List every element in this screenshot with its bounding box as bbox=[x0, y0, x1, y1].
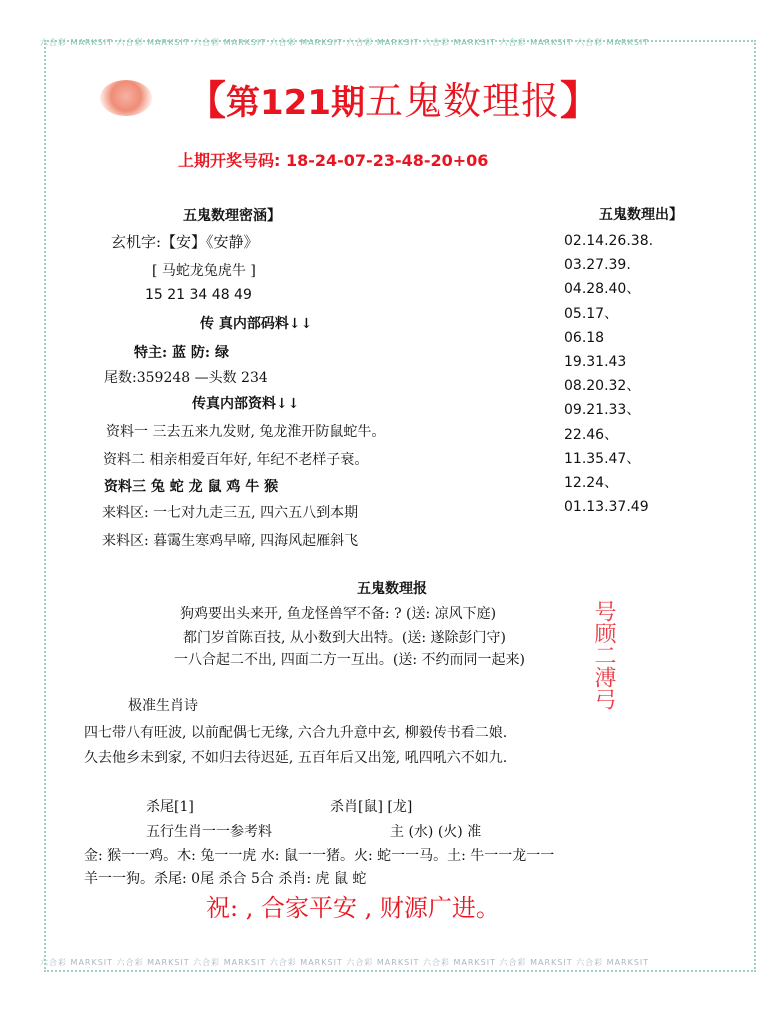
number-list-item: 09.21.33、 bbox=[564, 402, 641, 419]
red-stamp-signature: 号顾二溥弓 bbox=[591, 600, 616, 710]
number-list-item: 05.17、 bbox=[564, 305, 619, 322]
report-line-2: 都门岁首陈百技, 从小数到大出特。(送: 遂除彭门守) bbox=[183, 630, 506, 646]
main-element: 主 (水) (火) 准 bbox=[390, 824, 482, 840]
number-list-item: 08.20.32、 bbox=[564, 378, 641, 395]
fax-code-heading: 传 真内部码料↓↓ bbox=[200, 316, 313, 332]
data-one: 资料一 三去五来九发财, 兔龙淮开防鼠蛇牛。 bbox=[106, 424, 386, 440]
xuanji-words: 玄机字:【安】《安静》 bbox=[111, 233, 259, 251]
title-bracket-right: 】 bbox=[560, 78, 600, 124]
lucky-numbers: 15 21 34 48 49 bbox=[145, 287, 252, 303]
issue-number: 第121期 bbox=[226, 83, 365, 123]
border-watermark-top: 六合彩 MARKSIT 六合彩 MARKSIT 六合彩 MARKSIT 六合彩 MARKSIT 六合彩 MARKSIT 六合彩 MARKSIT 六合彩 MARKSIT 六合彩 MARKSIT bbox=[40, 38, 650, 47]
mascot-face-image bbox=[100, 80, 152, 116]
zodiac-animals: [ 马蛇龙兔虎牛 ] bbox=[152, 263, 256, 279]
data-two: 资料二 相亲相爱百年好, 年纪不老样子衰。 bbox=[103, 452, 369, 468]
special-color: 特主: 蓝 防: 绿 bbox=[134, 345, 229, 361]
left-section-title: 五鬼数理密涵】 bbox=[183, 208, 281, 224]
number-list bbox=[564, 229, 653, 519]
tail-head-numbers: 尾数:359248 —头数 234 bbox=[104, 370, 268, 386]
paper-name: 五鬼数理报 bbox=[364, 79, 560, 123]
border-watermark-bottom: 六合彩 MARKSIT 六合彩 MARKSIT 六合彩 MARKSIT 六合彩 MARKSIT 六合彩 MARKSIT 六合彩 MARKSIT 六合彩 MARKSIT 六合彩 MARKSIT bbox=[40, 958, 650, 967]
wuxing-line-2: 羊一一狗。杀尾: 0尾 杀合 5合 杀肖: 虎 鼠 蛇 bbox=[84, 871, 367, 887]
title-bracket-left: 【 bbox=[186, 78, 226, 124]
right-section-title: 五鬼数理出】 bbox=[599, 207, 683, 223]
report-title: 五鬼数理报 bbox=[357, 581, 427, 597]
number-list-item: 01.13.37.49 bbox=[564, 499, 649, 516]
number-list-item: 06.18 bbox=[564, 329, 605, 346]
number-list-item: 02.14.26.38. bbox=[564, 233, 654, 249]
number-list-item: 04.28.40、 bbox=[564, 281, 641, 298]
number-list-item: 03.27.39. bbox=[564, 257, 631, 274]
report-line-1: 狗鸡要出头来开, 鱼龙怪兽罕不备: ? (送: 凉风下庭) bbox=[180, 606, 497, 622]
poem-line-1: 四七带八有旺波, 以前配偶七无缘, 六合九升意中玄, 柳毅传书看二娘. bbox=[84, 725, 508, 741]
incoming-two: 来料区: 暮霭生寒鸡早啼, 四海风起雁斜飞 bbox=[102, 533, 359, 549]
report-line-3: 一八合起二不出, 四面二方一互出。(送: 不约而同一起来) bbox=[174, 652, 525, 668]
kill-zodiac: 杀肖[鼠] [龙] bbox=[330, 799, 413, 815]
wuxing-line-1: 金: 猴一一鸡。木: 兔一一虎 水: 鼠一一猪。火: 蛇一一马。土: 牛一一龙一一 bbox=[84, 848, 555, 864]
kill-tail: 杀尾[1] bbox=[146, 799, 194, 815]
poem-line-2: 久去他乡未到家, 不如归去待迟延, 五百年后又出笼, 吼四吼六不如九. bbox=[84, 750, 508, 766]
page-title bbox=[186, 76, 600, 126]
number-list-item: 12.24、 bbox=[564, 475, 619, 492]
number-list-item: 11.35.47、 bbox=[564, 450, 641, 467]
number-list-item: 22.46、 bbox=[564, 426, 619, 443]
wuxing-reference: 五行生肖一一参考料 bbox=[146, 824, 272, 840]
number-list-item: 19.31.43 bbox=[564, 354, 627, 371]
incoming-one: 来料区: 一七对九走三五, 四六五八到本期 bbox=[102, 505, 359, 521]
poem-title: 极准生肖诗 bbox=[128, 698, 198, 714]
fax-data-heading: 传真内部资料↓↓ bbox=[192, 396, 300, 412]
last-draw-numbers: 上期开奖号码: 18-24-07-23-48-20+06 bbox=[178, 151, 489, 170]
data-three: 资料三 兔 蛇 龙 鼠 鸡 牛 猴 bbox=[104, 479, 279, 495]
blessing-text: 祝: , 合家平安 , 财源广进。 bbox=[206, 894, 500, 922]
